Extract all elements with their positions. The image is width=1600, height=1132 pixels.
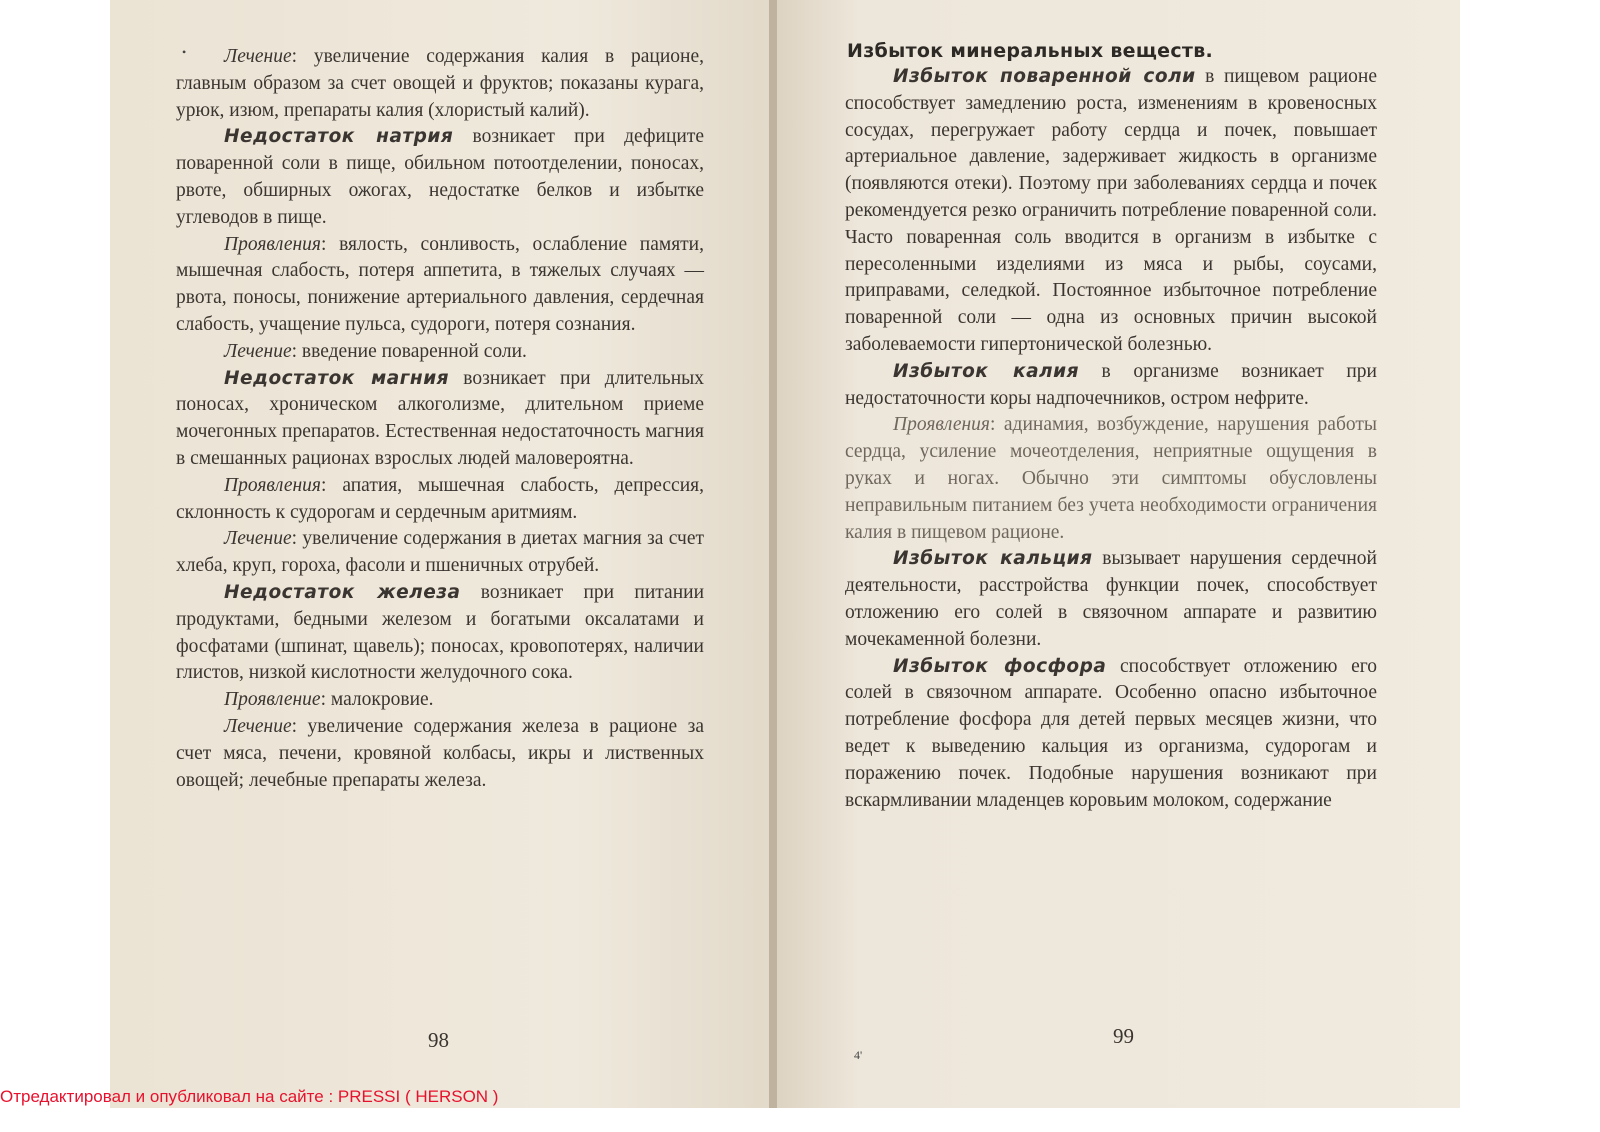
paragraph — [845, 64, 1377, 359]
paragraph — [845, 359, 1377, 413]
paragraph-label: Лечение — [224, 715, 292, 737]
book-spread — [110, 0, 1460, 1108]
paragraph-text: : увеличение содержания железа в рационе за счет мяса, печени, кровяной колбасы, икры и лиственных овощей; лечебные препараты железа. — [176, 715, 704, 791]
paragraph-text: возникает при дефиците поваренной соли в пище, обильном потоотделении, поносах, рвоте, обширных ожогах, недостатке белков и избытке углеводов в пище. — [176, 126, 704, 228]
paragraph-keyword: Избыток фосфора — [893, 655, 1107, 677]
paragraph — [845, 412, 1377, 546]
paragraph-label: Проявления — [224, 474, 321, 496]
paragraph-text: : апатия, мышечная слабость, депрессия, склонность к судорогам и сердечным аритмиям. — [176, 474, 704, 523]
paragraph — [176, 339, 704, 366]
paragraph — [176, 580, 704, 687]
paragraph-keyword: Недостаток натрия — [224, 126, 454, 148]
paragraph-label: Проявления — [893, 414, 990, 436]
paragraph — [845, 654, 1377, 815]
paragraph-text: в организме возникает при недостаточности коры надпочечников, остром нефрите. — [845, 360, 1377, 409]
paragraph-label: Проявление — [224, 689, 321, 711]
paragraph-label: Лечение — [224, 46, 292, 67]
right-text-column — [845, 38, 1377, 814]
paragraph-text: : увеличение содержания в диетах магния за счет хлеба, круп, гороха, фасоли и пшеничных отрубей. — [176, 528, 704, 577]
paragraph — [176, 366, 704, 473]
right-page — [777, 0, 1460, 1108]
page-number: 99 — [1113, 1024, 1134, 1048]
paragraph — [176, 44, 704, 124]
paragraph-label: Лечение — [224, 528, 292, 550]
paragraph — [176, 473, 704, 527]
paragraph-text: : введение поваренной соли. — [291, 340, 527, 362]
margin-mark: 4' — [854, 1048, 863, 1062]
paragraph-text: : адинамия, возбуждение, нарушения работы сердца, усиление мочеотделения, неприятные ощущения в руках и ногах. Обычно эти симптомы обусловлены неправильным питанием без учета необходимости ограничения калия в пищевом рационе. — [845, 414, 1377, 543]
paragraph-text: вызывает нарушения сердечной деятельности, расстройства функции почек, способствует отложению его солей в связочном аппарате и развитию мочекаменной болезни. — [845, 548, 1377, 650]
paragraph-text: : увеличение содержания калия в рационе, главным образом за счет овощей и фруктов; показаны курага, урюк, изюм, препараты калия (хлористый калий). — [176, 46, 704, 121]
paragraph-text: способствует отложению его солей в связочном аппарате. Особенно опасно избыточное потребление фосфора для детей первых месяцев жизни, что ведет к выведению кальция из организма, судорогам и поражению почек. Подобные нарушения возникают при вскармливании младенцев коровьим молоком, содержание — [845, 655, 1377, 811]
paragraph — [176, 687, 704, 714]
paragraph-text: : вялость, сонливость, ослабление памяти, мышечная слабость, потеря аппетита, в тяжелых случаях — рвота, поносы, понижение артериального давления, сердечная слабость, учащение пульса, судороги, потеря сознания. — [176, 233, 704, 335]
paragraph-keyword: Недостаток магния — [224, 367, 450, 389]
paragraph-keyword: Избыток калия — [893, 360, 1079, 382]
paragraph — [176, 232, 704, 339]
paragraph — [845, 546, 1377, 653]
publisher-credit: Отредактировал и опубликовал на сайте : PRESSI ( HERSON ) — [0, 1087, 499, 1106]
paragraph — [176, 714, 704, 794]
paragraph-keyword: Избыток кальция — [893, 548, 1093, 570]
paragraph-text: возникает при питании продуктами, бедными железом и богатыми оксалатами и фосфатами (шпинат, щавель); поносах, кровопотерях, наличии глистов, низкой кислотности желудочного сока. — [176, 581, 705, 684]
paragraph-text: возникает при длительных поносах, хроническом алкоголизме, длительном приеме мочегонных препаратов. Естественная недостаточность магния в смешанных рационах взрослых людей маловероятна. — [176, 367, 704, 469]
paragraph-keyword: Избыток поваренной соли — [893, 66, 1196, 87]
page-number: 98 — [428, 1028, 449, 1052]
paragraph-text: в пищевом рационе способствует замедлению роста, изменениям в кровеносных сосудах, перегружает работу сердца и почек, повышает артериальное давление, задерживает жидкость в организме (появляются отеки). Поэтому при заболеваниях сердца и почек рекомендуется резко ограничить потребление поваренной соли. Часто поваренная соль вводится в организм в избытке с пересоленными изделиями из мяса и рыбы, соусами, приправами, селедкой. Постоянное избыточное потребление поваренной соли — одна из основных причин высокой заболеваемости гипертонической болезнью. — [845, 66, 1377, 355]
left-page — [110, 0, 773, 1108]
margin-mark: • — [182, 45, 187, 59]
paragraph-keyword: Недостаток железа — [224, 581, 461, 603]
section-title: Избыток минеральных веществ. — [847, 40, 1214, 62]
paragraph-label: Проявления — [224, 233, 321, 255]
paragraph-text: : малокровие. — [320, 689, 434, 711]
left-text-column — [176, 44, 704, 794]
paragraph — [176, 526, 704, 580]
paragraph-label: Лечение — [224, 340, 292, 362]
paragraph — [176, 124, 704, 231]
